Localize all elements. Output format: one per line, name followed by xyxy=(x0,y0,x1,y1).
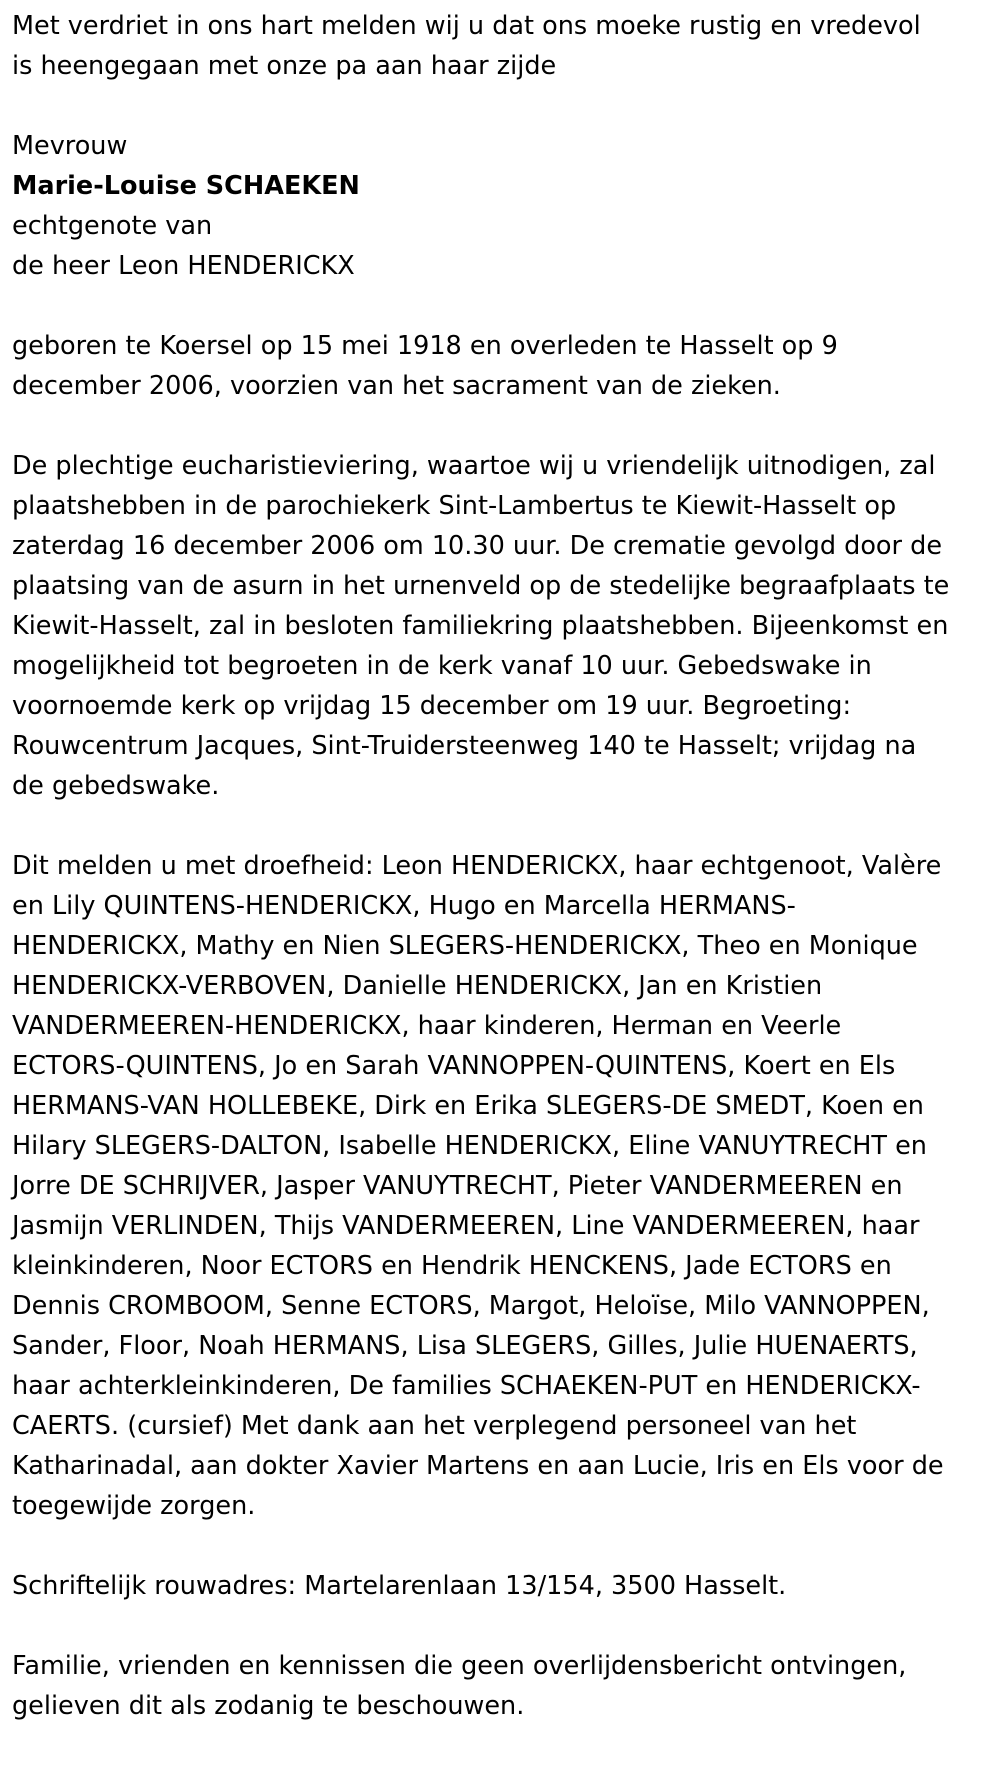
intro-paragraph: Met verdriet in ons hart melden wij u dat ons moeke rustig en vredevol is heengegaan met onze pa aan haar zijde xyxy=(12,11,921,81)
spacer xyxy=(12,286,1000,326)
address-paragraph: Schriftelijk rouwadres: Martelarenlaan 13/154, 3500 Hasselt. xyxy=(12,1571,787,1601)
spouse-prefix: echtgenote van xyxy=(12,211,213,241)
deceased-name: Marie-Louise SCHAEKEN xyxy=(12,171,360,201)
spacer xyxy=(12,1606,1000,1646)
spacer xyxy=(12,806,1000,846)
salutation: Mevrouw xyxy=(12,131,128,161)
spacer xyxy=(12,86,1000,126)
family-paragraph: Dit melden u met droefheid: Leon HENDERICKX, haar echtgenoot, Valère en Lily QUINTENS-HENDERICKX, Hugo en Marcella HERMANS- HENDERICKX, Mathy en Nien SLEGERS-HENDERICKX, Theo en Monique HENDERICKX-VERBOVEN, Danielle HENDERICKX, Jan en Kristien VANDERMEEREN-HENDERICKX, haar kinderen, Herman en Veerle ECTORS-QUINTENS, Jo en Sarah VANNOPPEN-QUINTENS, Koert en Els HERMANS-VAN HOLLEBEKE, Dirk en Erika SLEGERS-DE SMEDT, Koen en Hilary SLEGERS-DALTON, Isabelle HENDERICKX, Eline VANUYTRECHT en Jorre DE SCHRIJVER, Jasper VANUYTRECHT, Pieter VANDERMEEREN en Jasmijn VERLINDEN, Thijs VANDERMEEREN, Line VANDERMEEREN, haar kleinkinderen, Noor ECTORS en Hendrik HENCKENS, Jade ECTORS en Dennis CROMBOOM, Senne ECTORS, Margot, Heloïse, Milo VANNOPPEN, Sander, Floor, Noah HERMANS, Lisa SLEGERS, Gilles, Julie HUENAERTS, haar achterkleinkinderen, De families SCHAEKEN-PUT en HENDERICKX- CAERTS. (cursief) Met dank aan het verplegend personeel van het Katharinadal, aan dokter Xavier Martens en aan Lucie, Iris en Els voor de toegewijde zorgen. xyxy=(12,851,944,1521)
birth-death-paragraph: geboren te Koersel op 15 mei 1918 en overleden te Hasselt op 9 december 2006, voorzien van het sacrament van de zieken. xyxy=(12,331,838,401)
spacer xyxy=(12,1526,1000,1566)
ceremony-paragraph: De plechtige eucharistieviering, waartoe wij u vriendelijk uitnodigen, zal plaatshebben in de parochiekerk Sint-Lambertus te Kiewit-Hasselt op zaterdag 16 december 2006 om 10.30 uur. De crematie gevolgd door de plaatsing van de asurn in het urnenveld op de stedelijke begraafplaats te Kiewit-Hasselt, zal in besloten familiekring plaatshebben. Bijeenkomst en mogelijkheid tot begroeten in de kerk vanaf 10 uur. Gebedswake in voornoemde kerk op vrijdag 15 december om 19 uur. Begroeting: Rouwcentrum Jacques, Sint-Truidersteenweg 140 te Hasselt; vrijdag na de gebedswake. xyxy=(12,451,950,801)
spacer xyxy=(12,406,1000,446)
spouse-name: de heer Leon HENDERICKX xyxy=(12,251,355,281)
closing-paragraph: Familie, vrienden en kennissen die geen overlijdensbericht ontvingen, gelieven dit als zodanig te beschouwen. xyxy=(12,1651,907,1721)
